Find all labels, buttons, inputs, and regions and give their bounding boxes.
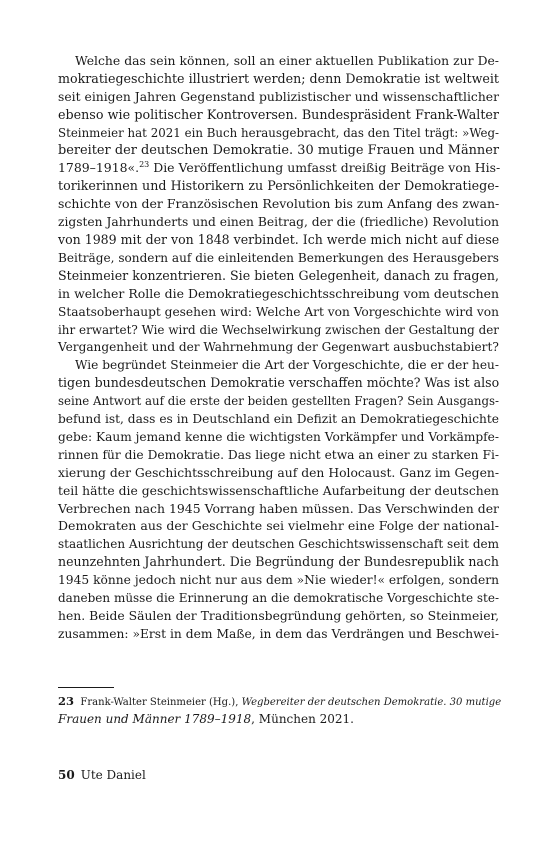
text-line: rinnen für die Demokratie. Das liege nicht etwa an einer zu starken Fi- — [58, 447, 499, 462]
text-line: befund ist, dass es in Deutschland ein Defizit an Demokratiegeschichte — [58, 412, 499, 426]
footnote-line — [58, 693, 502, 709]
text-line: Beiträge, sondern auf die einleitenden Bemerkungen des Herausgebers — [58, 250, 499, 265]
text-line: Steinmeier konzentrieren. Sie bieten Gelegenheit, danach zu fragen, — [58, 267, 499, 283]
footnote-title-cont: Frauen und Männer 1789–1918 — [58, 712, 252, 726]
text-line: ihr erwartet? Wie wird die Wechselwirkung zwischen der Gestaltung der — [58, 322, 499, 337]
text-line: seine Antwort auf die erste der beiden gestellten Fragen? Sein Ausgangs- — [58, 394, 499, 409]
footnote-rule — [58, 687, 114, 688]
text-line: gebe: Kaum jemand kenne die wichtigsten Vorkämpfer und Vorkämpfe- — [58, 429, 499, 444]
text-line: staatlichen Ausrichtung der deutschen Geschichtswissenschaft seit dem — [58, 537, 499, 552]
text-line: xierung der Geschichtsschreibung auf den Holocaust. Ganz im Gegen- — [58, 465, 499, 480]
text-line: teil hätte die geschichtswissenschaftliche Aufarbeitung der deutschen — [58, 483, 499, 498]
running-footer-author: Ute Daniel — [80, 768, 146, 782]
text-line: ebenso wie politischer Kontroversen. Bundespräsident Frank-Walter — [58, 106, 499, 122]
text-line: 1945 könne jedoch nicht nur aus dem »Nie wieder!« erfolgen, sondern — [58, 573, 499, 588]
text-line: torikerinnen und Historikern zu Persönlichkeiten der Demokratiege- — [58, 178, 499, 194]
text-line: seit einigen Jahren Gegenstand publizistischer und wissenschaftlicher — [58, 89, 499, 104]
text-line: in welcher Rolle die Demokratiegeschichtsschreibung vom deutschen — [58, 285, 499, 301]
text-run: Die Veröffentlichung umfasst dreißig Beiträge von His- — [149, 160, 501, 176]
footnote-author: Frank-Walter Steinmeier (Hg.), — [80, 697, 239, 708]
footnote-reference[interactable]: 23 — [139, 160, 150, 170]
footnote-title: Wegbereiter der deutschen Demokratie. 30 mutige — [241, 697, 502, 708]
text-line — [58, 159, 499, 177]
text-line: schichte von der Französischen Revolution bis zum Anfang des zwan- — [58, 196, 500, 212]
text-line: zusammen: »Erst in dem Maße, in dem das Verdrängen und Beschwei- — [58, 626, 499, 641]
text-line: Vergangenheit und der Wahrnehmung der Gegenwart ausbuchstabiert? — [58, 340, 499, 355]
text-line: neunzehnten Jahrhundert. Die Begründung der Bundesrepublik nach — [58, 554, 499, 570]
text-line: von 1989 mit der von 1848 verbindet. Ich werde mich nicht auf diese — [58, 232, 500, 247]
text-line: Welche das sein können, soll an einer aktuellen Publikation zur De- — [75, 53, 499, 68]
text-line: hen. Beide Säulen der Traditionsbegründung gehörten, so Steinmeier, — [58, 608, 499, 623]
text-line: bereiter der deutschen Demokratie. 30 mutige Frauen und Männer — [58, 142, 499, 158]
footnote-number: 23 — [58, 694, 75, 708]
text-line: daneben müsse die Erinnerung an die demokratische Vorgeschichte ste- — [58, 591, 499, 605]
text-run: 1789–1918«. — [58, 160, 140, 176]
page-number: 50 — [58, 768, 75, 782]
text-line: Demokraten aus der Geschichte sei vielmehr eine Folge der national- — [58, 518, 499, 534]
footnote-line — [58, 711, 499, 727]
text-line: Wie begründet Steinmeier die Art der Vorgeschichte, die er der heu- — [75, 358, 499, 373]
footnote-publication: , München 2021. — [251, 712, 354, 726]
text-line: Staatsoberhaupt gesehen wird: Welche Art von Vorgeschichte wird von — [58, 304, 499, 319]
page-footer — [58, 767, 146, 783]
text-line: Steinmeier hat 2021 ein Buch herausgebracht, das den Titel trägt: »Weg- — [58, 125, 499, 140]
text-line: Verbrechen nach 1945 Vorrang haben müssen. Das Verschwinden der — [58, 500, 499, 516]
text-line: zigsten Jahrhunderts und einen Beitrag, der die (friedliche) Revolution — [58, 215, 499, 230]
text-line: tigen bundesdeutschen Demokratie verschaffen möchte? Was ist also — [58, 375, 500, 391]
text-line: mokratiegeschichte illustriert werden; denn Demokratie ist weltweit — [58, 70, 499, 86]
